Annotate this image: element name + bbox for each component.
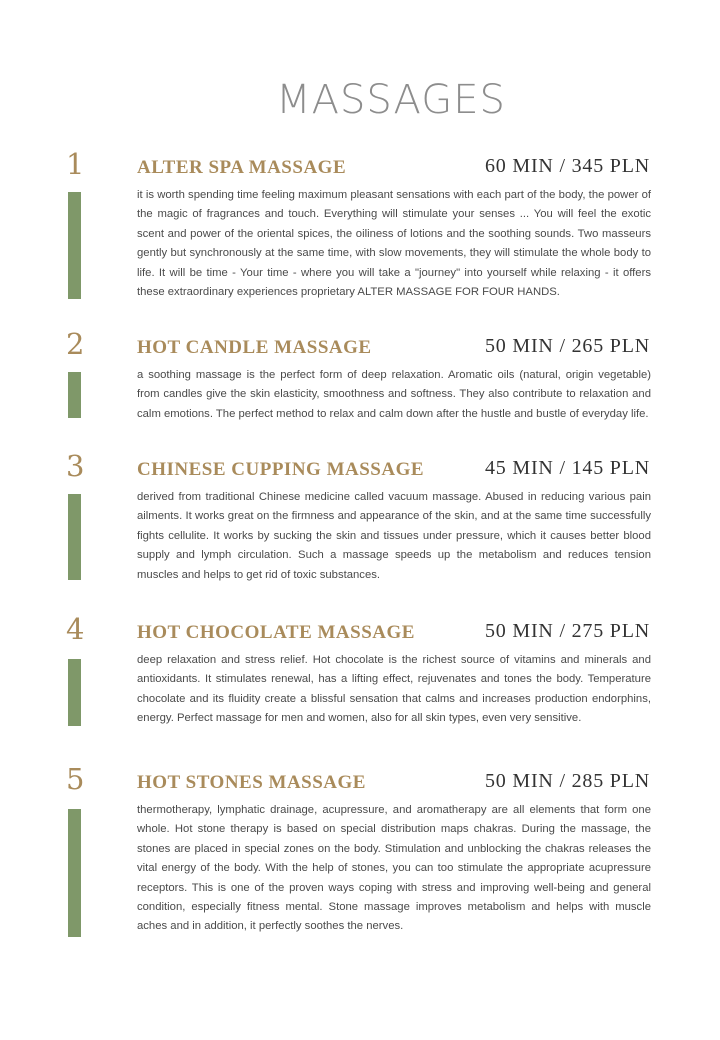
massage-name: HOT CHOCOLATE MASSAGE bbox=[137, 622, 415, 643]
section-accent-bar bbox=[68, 494, 81, 580]
massage-duration-price: 50 MIN / 265 PLN bbox=[484, 335, 650, 357]
section-accent-bar bbox=[68, 372, 81, 418]
massage-name: ALTER SPA MASSAGE bbox=[137, 157, 347, 178]
massage-description: a soothing massage is the perfect form of deep relaxation. Aromatic oils (natural, origin vegetable) from candles give the skin elasticity, smoothness and softness. They also contribute to relaxation and calm emotions. The perfect method to relax and calm down after the hustle and bustle of everyday life. bbox=[137, 369, 651, 420]
page-title: MASSAGES bbox=[276, 77, 506, 123]
massage-name: HOT CANDLE MASSAGE bbox=[137, 337, 372, 358]
massage-duration-price: 60 MIN / 345 PLN bbox=[484, 155, 650, 177]
section-accent-bar bbox=[68, 809, 81, 937]
massage-description: it is worth spending time feeling maximum pleasant sensations with each part of the body, the power of the magic of fragrances and touch. Everything will stimulate your senses ... You will feel the exotic scent and power of the oriental spices, the oiliness of lotions and the soothing sounds. Two masseurs gently but synchronously at the same time, with slow movements, they will stimulate the whole body to life. It will be time - Your time - where you will take a "journey" into yourself while relaxing - it offers these extraordinary experiences proprietary ALTER MASSAGE FOR FOUR HANDS. bbox=[137, 189, 651, 299]
section-accent-bar bbox=[68, 659, 81, 726]
massage-description: thermotherapy, lymphatic drainage, acupressure, and aromatherapy are all elements that form one whole. Hot stone therapy is based on special distribution maps chakras. During the massage, the stones are placed in special zones on the body. Stimulation and unblocking the chakras releases the vital energy of the body. With the help of stones, you can too stimulate the appropriate acupressure receptors. This is one of the proven ways coping with stress and improving well-being and general condition, especially fitness mental. Stone massage improves metabolism and helps with muscle aches and in addition, it perfectly soothes the nerves. bbox=[137, 804, 651, 933]
massage-duration-price: 50 MIN / 285 PLN bbox=[484, 770, 650, 792]
section-number: 3 bbox=[66, 449, 85, 483]
massage-duration-price: 50 MIN / 275 PLN bbox=[484, 620, 650, 642]
massage-description: deep relaxation and stress relief. Hot chocolate is the richest source of vitamins and minerals and antioxidants. It stimulates renewal, has a lifting effect, rejuvenates and tones the body. Temperature chocolate and its fluidity create a blissful sensation that calms and increases production endorphins, energy. Perfect massage for men and women, also for all skin types, even very sensitive. bbox=[137, 654, 651, 725]
section-number: 5 bbox=[66, 762, 85, 796]
massage-name: HOT STONES MASSAGE bbox=[137, 772, 366, 793]
section-number: 4 bbox=[66, 612, 85, 646]
section-number: 2 bbox=[66, 327, 85, 361]
massage-name: CHINESE CUPPING MASSAGE bbox=[137, 459, 425, 480]
massage-duration-price: 45 MIN / 145 PLN bbox=[484, 457, 650, 479]
massage-description: derived from traditional Chinese medicine called vacuum massage. Abused in reducing various pain ailments. It works great on the firmness and appearance of the skin, and at the same time successfully fights cellulite. It works by sucking the skin and tissues under pressure, which it causes better blood supply and lymph circulation. Such a massage speeds up the metabolism and reduces tension muscles and helps to get rid of toxic substances. bbox=[137, 491, 651, 581]
section-accent-bar bbox=[68, 192, 81, 299]
section-number: 1 bbox=[66, 147, 85, 181]
